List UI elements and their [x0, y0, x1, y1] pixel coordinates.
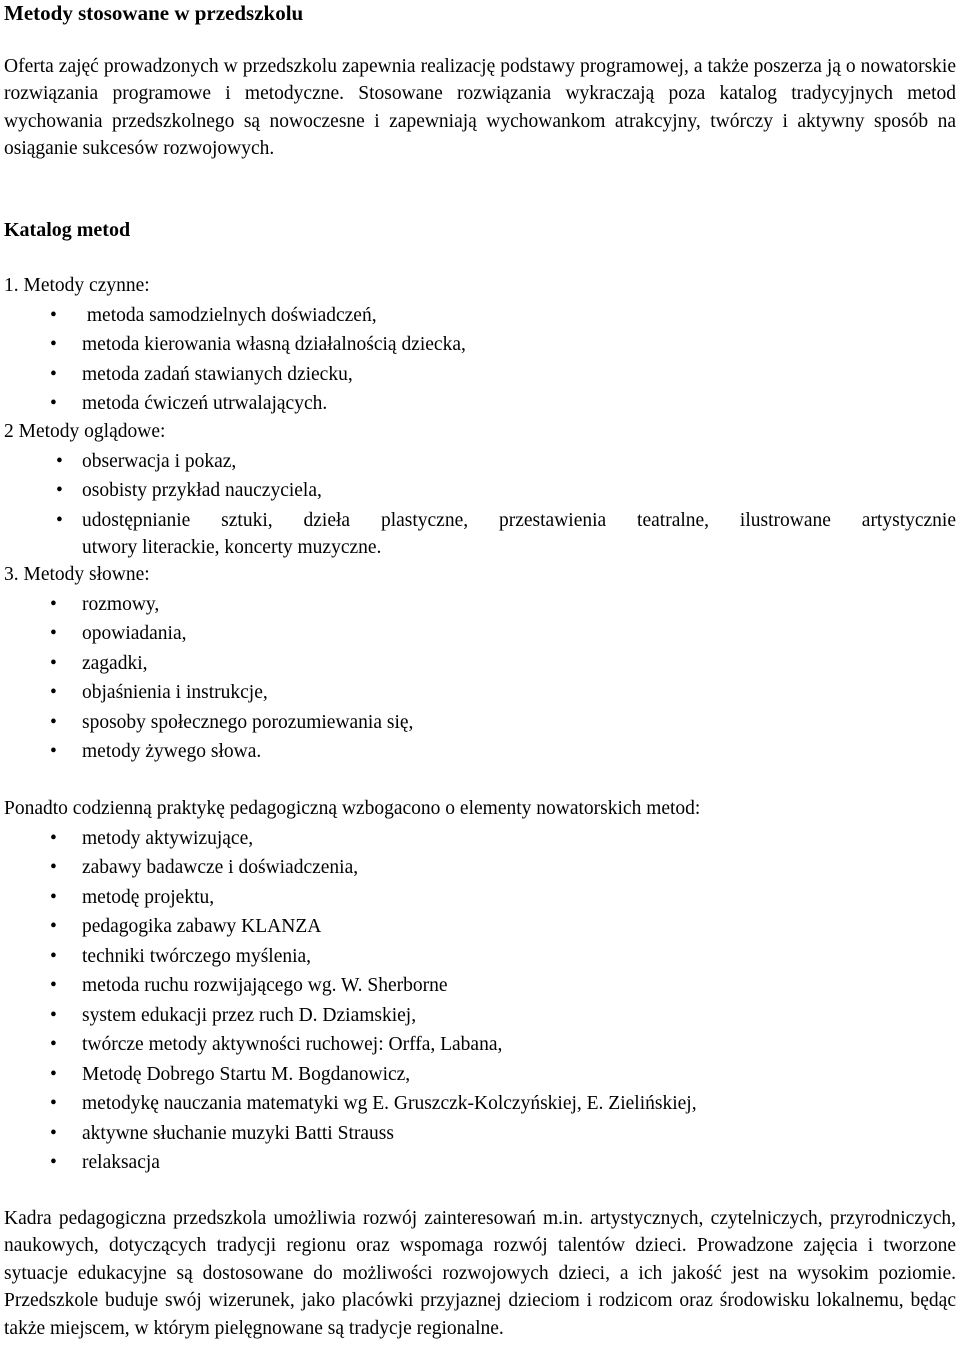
bullet-icon: •	[56, 509, 63, 531]
list-item-continuation: utwory literackie, koncerty muzyczne.	[82, 537, 382, 558]
list-item: • pedagogika zabawy KLANZA	[4, 912, 956, 942]
bullet-icon: •	[50, 623, 57, 644]
list-item: • metodykę nauczania matematyki wg E. Gruszczk-Kolczyńskiej, E. Zielińskiej,	[4, 1089, 956, 1119]
bullet-icon: •	[50, 1152, 57, 1173]
bullet-icon: •	[50, 975, 57, 996]
bullet-icon: •	[50, 1093, 57, 1114]
bullet-icon: •	[50, 304, 57, 326]
list-item: • objaśnienia i instrukcje,	[4, 678, 956, 708]
bullet-icon: •	[50, 741, 57, 762]
group-label: 3. Metody słowne:	[4, 564, 150, 585]
innovative-methods	[4, 794, 956, 1178]
bullet-icon: •	[50, 945, 57, 967]
bullet-icon: •	[56, 450, 63, 472]
bullet-icon: •	[50, 711, 57, 733]
bullet-icon: •	[56, 480, 63, 501]
bullet-icon: •	[50, 827, 57, 849]
group-label: 2 Metody oglądowe:	[4, 421, 166, 442]
bullet-icon: •	[50, 682, 57, 703]
list-item: • aktywne słuchanie muzyki Batti Strauss	[4, 1119, 956, 1149]
list-item: • opowiadania,	[4, 619, 956, 649]
list-item: • twórcze metody aktywności ruchowej: Orffa, Labana,	[4, 1030, 956, 1060]
page-title: Metody stosowane w przedszkolu	[4, 1, 304, 25]
list-item: • zagadki,	[4, 649, 956, 679]
list-item: • relaksacja	[4, 1148, 956, 1178]
bullet-icon: •	[50, 916, 57, 937]
bullet-icon: •	[50, 1034, 57, 1055]
bullet-icon: •	[50, 1004, 57, 1026]
bullet-icon: •	[50, 1122, 57, 1144]
list-item: • udostępnianie sztuki, dzieła plastyczne, przestawienia teatralne, ilustrowane artystycznie	[4, 506, 956, 536]
list-item: • system edukacji przez ruch D. Dziamskiej,	[4, 1001, 956, 1031]
list-item: • metody aktywizujące,	[4, 824, 956, 854]
list-item: • metodę projektu,	[4, 883, 956, 913]
list-item: • metody żywego słowa.	[4, 737, 956, 767]
method-group-verbal	[4, 560, 956, 767]
bullet-icon: •	[50, 1063, 57, 1085]
group-label: 1. Metody czynne:	[4, 275, 150, 296]
catalog-heading: Katalog metod	[4, 219, 131, 241]
innovative-intro: Ponadto codzienną praktykę pedagogiczną wzbogacono o elementy nowatorskich metod:	[4, 798, 701, 819]
list-item: • metoda zadań stawianych dziecku,	[4, 360, 956, 390]
list-item: • zabawy badawcze i doświadczenia,	[4, 853, 956, 883]
closing-paragraph: Kadra pedagogiczna przedszkola umożliwia rozwój zainteresowań m.in. artystycznych, czytelniczych, przyrodniczych, naukowych, dotyczących tradycji regionu oraz wspomaga rozwój talentów dzieci. Prowadzone zajęcia i tworzone sytuacje edukacyjne są dostosowane do możliwości rozwojowych dzieci, a ich jakość jest na wysokim poziomie. Przedszkole buduje swój wizerunek, jako placówki przyjaznej dzieciom i rodzicom oraz środowisku lokalnemu, będąc także miejscem, w którym pielęgnowane są tradycje regionalne.	[4, 1208, 956, 1339]
bullet-icon: •	[50, 857, 57, 878]
list-item: • metoda samodzielnych doświadczeń,	[4, 301, 956, 331]
list-item: • Metodę Dobrego Startu M. Bogdanowicz,	[4, 1060, 956, 1090]
bullet-icon: •	[50, 886, 57, 908]
method-group-observational	[4, 417, 956, 563]
list-item: • rozmowy,	[4, 590, 956, 620]
list-item: • metoda kierowania własną działalnością dziecka,	[4, 330, 956, 360]
list-item: • osobisty przykład nauczyciela,	[4, 476, 956, 506]
method-group-active	[4, 271, 956, 419]
bullet-icon: •	[50, 363, 57, 385]
intro-paragraph: Oferta zajęć prowadzonych w przedszkolu zapewnia realizację podstawy programowej, a także poszerza ją o nowatorskie rozwiązania programowe i metodyczne. Stosowane rozwiązania wykraczają poza katalog tradycyjnych metod wychowania przedszkolnego są nowoczesne i zapewniają wychowankom atrakcyjny, twórczy i aktywny sposób na osiąganie sukcesów rozwojowych.	[4, 56, 956, 160]
list-item: • techniki twórczego myślenia,	[4, 942, 956, 972]
list-item: • metoda ruchu rozwijającego wg. W. Sherborne	[4, 971, 956, 1001]
list-item: • sposoby społecznego porozumiewania się,	[4, 708, 956, 738]
bullet-icon: •	[50, 393, 57, 414]
bullet-icon: •	[50, 652, 57, 674]
list-item: • metoda ćwiczeń utrwalających.	[4, 389, 956, 419]
list-item: • obserwacja i pokaz,	[4, 447, 956, 477]
bullet-icon: •	[50, 593, 57, 615]
bullet-icon: •	[50, 334, 57, 355]
